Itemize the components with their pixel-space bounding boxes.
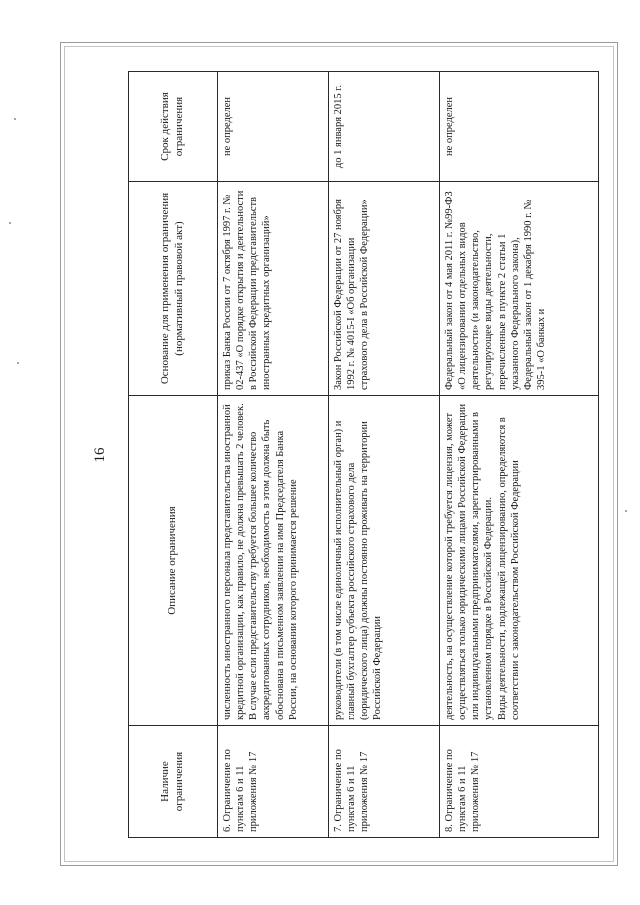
cell-restriction-name: 7. Ограничение по пунктам 6 и 11 приложения № 17 (329, 726, 440, 838)
cell-term: не определен (218, 72, 329, 182)
table-row (218, 72, 329, 838)
cell-restriction-description (440, 396, 599, 726)
header-name: Наличие ограничения (129, 726, 218, 838)
cell-term: не определен (440, 72, 599, 182)
table-header-row (129, 72, 218, 838)
description-text: руководители (в том числе единоличный исполнительный орган) и главный бухгалтер субъекта российского страхового дела (юридического лица) должны постоянно проживать на территории Российской Федерации (333, 420, 384, 720)
cell-restriction-description (329, 396, 440, 726)
cell-legal-basis: Федеральный закон от 4 мая 2011 г. №99-ФЗ «О лицензировании отдельных видов деятельности» (и законодательство, регулирующее виды деятельности, перечисленные в пункте 2 статьи 1 указанного Федерального закона), Федеральный закон от 1 декабря 1990 г. № 395-1 «О банках и (440, 182, 599, 396)
description-text-extra: Виды деятельности, подлежащей лицензированию, определяются в соответствии с законодательством Российской Федерации (496, 417, 521, 720)
header-term: Срок действия ограничения (129, 72, 218, 182)
table-row (329, 72, 440, 838)
cell-legal-basis: приказ Банка России от 7 октября 1997 г. № 02-437 «О порядке открытия и деятельности в Российской Федерации представительств иностранных кредитных организаций» (218, 182, 329, 396)
page-number: 16 (92, 447, 108, 463)
cell-term: до 1 января 2015 г. (329, 72, 440, 182)
cell-legal-basis: Закон Российской Федерации от 27 ноября 1992 г. № 4015-I «Об организации страхового дела в Российской Федерации» (329, 182, 440, 396)
cell-restriction-name: 6. Ограничение по пунктам 6 и 11 приложения № 17 (218, 726, 329, 838)
scan-speck (9, 222, 11, 224)
scan-speck (625, 510, 627, 512)
description-text: численность иностранного персонала представительства иностранной кредитной организации, как правило, не должна превышать 2 человек. В случае если представительству требуется большее количество аккредитованных сотрудников, необходимость в этом должна быть обоснована в письменном заявлении на имя Председателя Банка России, на основании которого принимается решение (222, 403, 299, 720)
document-page (80, 60, 580, 850)
cell-restriction-description (218, 396, 329, 726)
description-text: деятельность, на осуществление которой требуется лицензия, может осуществляться только юридическими лицами Российской Федерации или индивидуальными предпринимателями, зарегистрированными в установленном порядке в Российской Федерации. (444, 403, 495, 720)
table-row (440, 72, 599, 838)
header-description: Описание ограничения (129, 396, 218, 726)
scan-speck (14, 118, 16, 120)
restrictions-table (128, 71, 599, 838)
header-basis: Основание для применения ограничения (нормативный правовой акт) (129, 182, 218, 396)
cell-restriction-name: 8. Ограничение по пунктам 6 и 11 приложения № 17 (440, 726, 599, 838)
scan-speck (17, 362, 19, 364)
